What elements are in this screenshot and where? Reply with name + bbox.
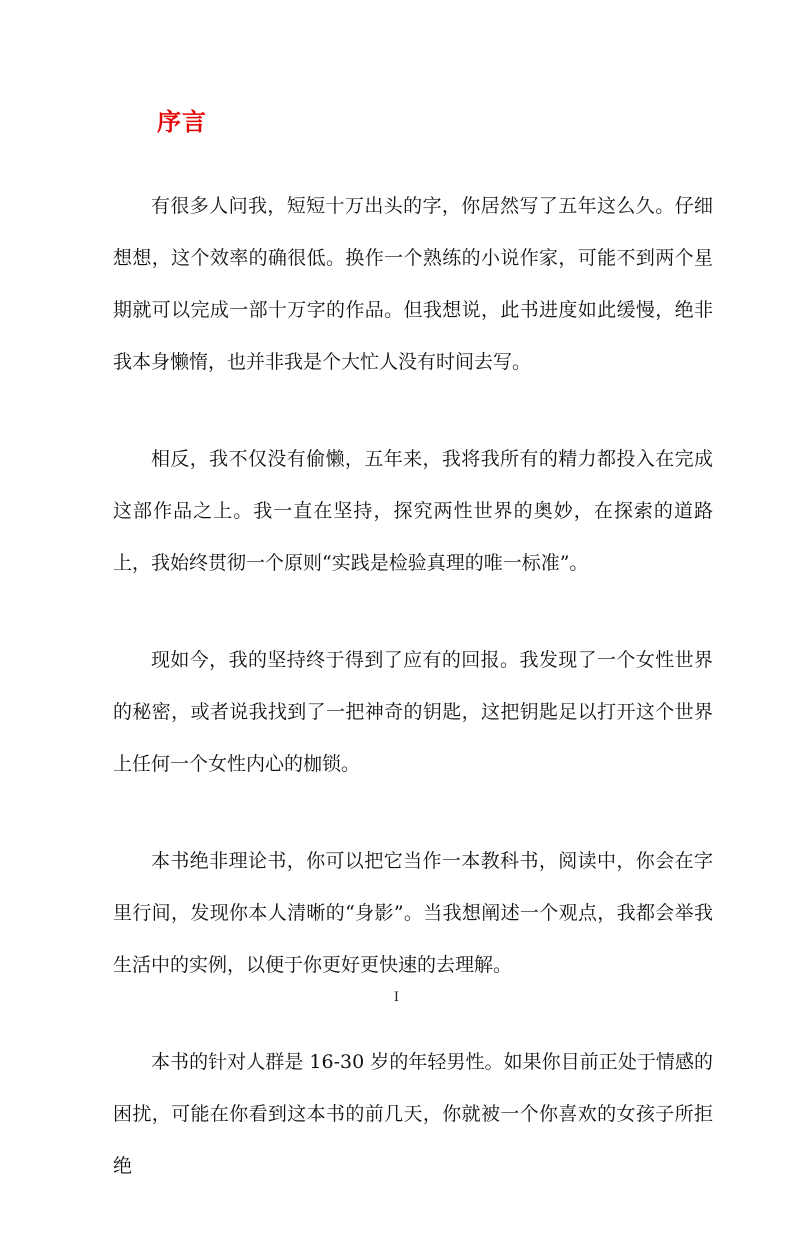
paragraph: 现如今，我的坚持终于得到了应有的回报。我发现了一个女性世界的秘密，或者说我找到了一把神奇的钥匙，这把钥匙足以打开这个世界上任何一个女性内心的枷锁。 — [113, 649, 713, 775]
page-title: 序言 — [157, 107, 207, 136]
paragraph: 本书绝非理论书，你可以把它当作一本教科书，阅读中，你会在字里行间，发现你本人清晰的“身影”。当我想阐述一个观点，我都会举我生活中的实例，以便于你更好更快速的去理解。 — [113, 850, 713, 976]
paragraph: 本书的针对人群是 16-30 岁的年轻男性。如果你目前正处于情感的困扰，可能在你看到这本书的前几天，你就被一个你喜欢的女孩子所拒绝 — [113, 1051, 713, 1177]
preface-body — [113, 180, 713, 1237]
paragraph: 相反，我不仅没有偷懒，五年来，我将我所有的精力都投入在完成这部作品之上。我一直在坚持，探究两性世界的奥妙，在探索的道路上，我始终贯彻一个原则“实践是检验真理的唯一标准”。 — [113, 448, 713, 574]
page-number: I — [393, 990, 400, 1005]
paragraph: 有很多人问我，短短十万出头的字，你居然写了五年这么久。仔细想想，这个效率的确很低。换作一个熟练的小说作家，可能不到两个星期就可以完成一部十万字的作品。但我想说，此书进度如此缓慢，绝非我本身懒惰，也并非我是个大忙人没有时间去写。 — [113, 195, 713, 373]
